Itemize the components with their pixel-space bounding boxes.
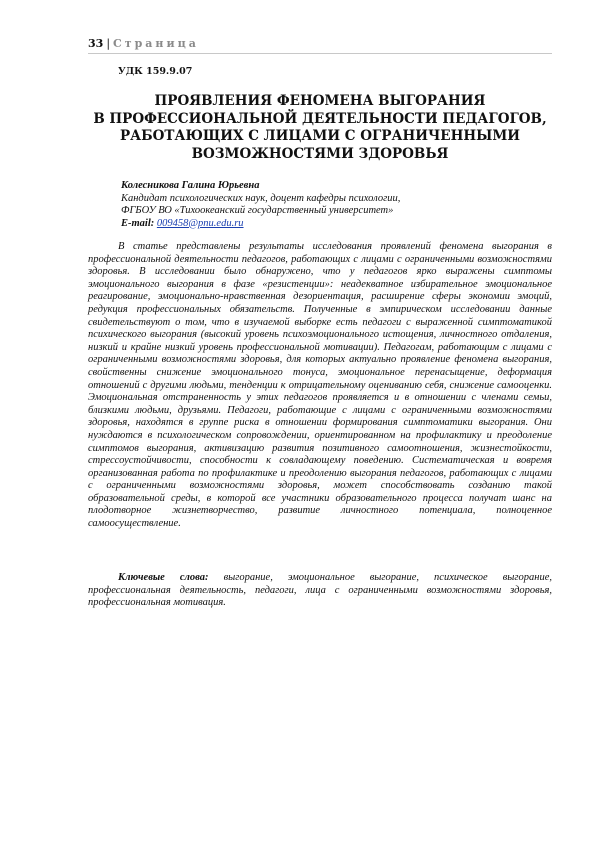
keywords-paragraph [88,572,552,610]
page-word: Страница [113,37,199,50]
author-block [121,180,551,230]
email-label: E-mail: [121,217,155,229]
title-line: ПРОЯВЛЕНИЯ ФЕНОМЕНА ВЫГОРАНИЯ [154,93,486,109]
keywords-label: Ключевые слова: [118,572,209,583]
page-number: 33 [88,37,104,50]
author-email-line [121,218,551,231]
udk-code: УДК 159.9.07 [118,66,193,77]
author-name: Колесникова Галина Юрьевна [121,180,260,191]
title-line: РАБОТАЮЩИХ С ЛИЦАМИ С ОГРАНИЧЕННЫМИ [119,128,521,144]
title-line: ВОЗМОЖНОСТЯМИ ЗДОРОВЬЯ [191,145,449,162]
author-degree: Кандидат психологических наук, доцент кафедры психологии, [121,192,401,204]
keywords-text: выгорание, эмоциональное выгорание, психическое выгорание, профессиональная деятельность, педагоги, лица с ограниченными возможностями здоровья, профессиональная мотивация. [88,572,553,609]
running-header [88,37,552,51]
header-divider [88,53,552,54]
abstract-paragraph: В статье представлены результаты исследования проявлений феномена выгорания в профессиональной деятельности педагогов, работающих с лицами с ограниченными возможностями здоровья. В исследовании было обнаружено, что у педагогов ярко выражены симптомы эмоционального выгорания в фазе «резистенции»: неадекватное избирательное эмоциональное реагирование, эмоционально-нравственная дезориентация, расширение сферы экономии эмоций, редукция профессиональных обязательств. Полученные в эмпирическом исследовании данные свидетельствуют о том, что в изучаемой выборке есть педагоги с выраженной симптоматикой психического выгорания (высокий уровень психоэмоционального истощения, личностного отдаления, низкий и крайне низкий уровень профессиональной мотивации). Педагогам, работающим с лицами с ограниченными возможностями здоровья, для которых актуально проявление феномена выгорания, свойственны снижение эмоционального тонуса, эмоциональное перенасыщение, деформация отношений с другими людьми, тенденции к отрицательному оцениванию себя, снижение самооценки. Эмоциональная отстраненность у этих педагогов проявляется и в отношении с членами семьи, близкими людьми, друзьями. Педагоги, работающие с лицами с ограниченными возможностями здоровья, находятся в группе риска в отношении формирования симптоматики выгорания. Они нуждаются в психологическом сопровождении, ориентированном на профилактику и преодоление симптомов выгорания, активизацию развития позитивного самоотношения, жизнестойкости, стрессоустойчивости, способности к совладающему поведению. Систематическая и вовремя организованная работа по профилактике и преодолению выгорания педагогов, работающих с лицами с ограниченными возможностями здоровья, может способствовать созданию такой образовательной среды, в которой все участники образовательного процесса получат шанс на плодотворное жизнетворчество, развитие личностного потенциала, полноценное самоосуществление. [88,241,552,530]
header-separator: | [106,37,111,50]
title-line: В ПРОФЕССИОНАЛЬНОЙ ДЕЯТЕЛЬНОСТИ ПЕДАГОГОВ, [93,110,547,127]
email-link[interactable]: 009458@pnu.edu.ru [156,217,244,229]
author-affiliation: ФГБОУ ВО «Тихоокеанский государственный университет» [121,205,394,216]
article-title [88,93,552,163]
